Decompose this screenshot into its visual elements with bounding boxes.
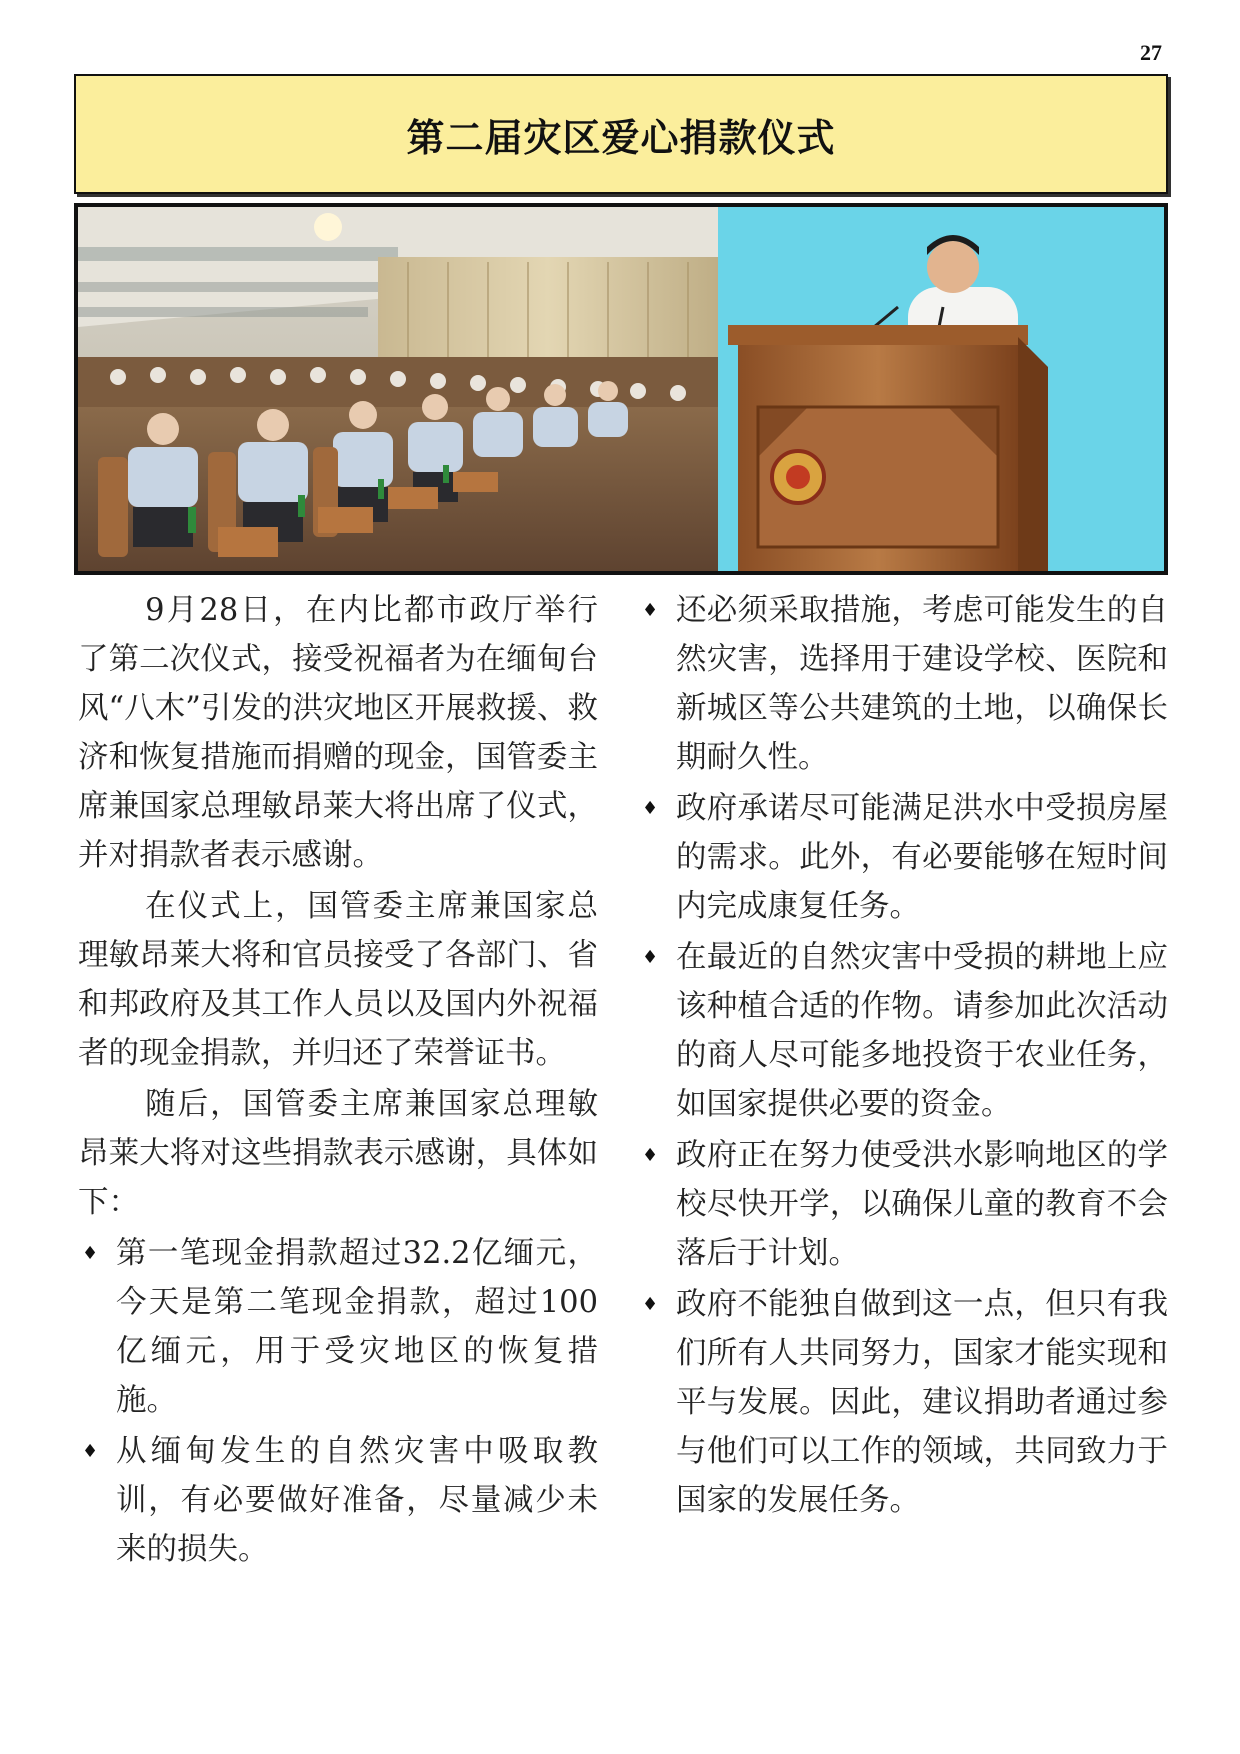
diamond-bullet-icon: ♦ [82, 1441, 99, 1462]
list-item [638, 933, 1168, 1129]
bullet-list [638, 586, 1168, 1525]
diamond-bullet-icon: ♦ [642, 1294, 659, 1315]
diamond-bullet-icon: ♦ [642, 1145, 659, 1166]
list-item-text: 政府不能独自做到这一点，但只有我们所有人共同努力，国家才能实现和平与发展。因此，建议捐助者通过参与他们可以工作的领域，共同致力于国家的发展任务。 [676, 1287, 1168, 1518]
diamond-bullet-icon: ♦ [642, 947, 659, 968]
list-item-text: 从缅甸发生的自然灾害中吸取教训，有必要做好准备，尽量减少未来的损失。 [116, 1434, 598, 1567]
diamond-bullet-icon: ♦ [82, 1243, 99, 1264]
list-item [638, 784, 1168, 931]
list-item-text: 还必须采取措施，考虑可能发生的自然灾害，选择用于建设学校、医院和新城区等公共建筑的土地，以确保长期耐久性。 [676, 593, 1168, 775]
list-item [78, 1427, 598, 1574]
diamond-bullet-icon: ♦ [642, 798, 659, 819]
bullet-list [78, 1229, 598, 1574]
page-number: 27 [1140, 40, 1162, 65]
paragraph: 随后，国管委主席兼国家总理敏昂莱大将对这些捐款表示感谢，具体如下： [78, 1087, 598, 1220]
list-item-text: 政府正在努力使受洪水影响地区的学校尽快开学，以确保儿童的教育不会落后于计划。 [676, 1138, 1168, 1271]
list-item-text: 第一笔现金捐款超过32.2亿缅元，今天是第二笔现金捐款，超过100亿缅元，用于受灾地区的恢复措施。 [116, 1236, 598, 1418]
list-item-text: 政府承诺尽可能满足洪水中受损房屋的需求。此外，有必要能够在短时间内完成康复任务。 [676, 791, 1168, 924]
list-item [638, 586, 1168, 782]
paragraph: 9月28日，在内比都市政厅举行了第二次仪式，接受祝福者为在缅甸台风“八木”引发的洪灾地区开展救援、救济和恢复措施而捐赠的现金，国管委主席兼国家总理敏昂莱大将出席了仪式，并对捐款者表示感谢。 [78, 593, 598, 873]
photo-strip [74, 203, 1168, 575]
left-column [78, 586, 598, 1576]
right-column [638, 586, 1168, 1527]
list-item-text: 在最近的自然灾害中受损的耕地上应该种植合适的作物。请参加此次活动的商人尽可能多地投资于农业任务，如国家提供必要的资金。 [676, 940, 1168, 1122]
diamond-bullet-icon: ♦ [642, 600, 659, 621]
speaker-at-podium-photo [718, 207, 1164, 571]
page-title: 第二届灾区爱心捐款仪式 [406, 115, 836, 160]
ceremony-audience-photo [78, 207, 718, 571]
title-banner [74, 74, 1168, 194]
list-item [638, 1280, 1168, 1525]
list-item [78, 1229, 598, 1425]
paragraph: 在仪式上，国管委主席兼国家总理敏昂莱大将和官员接受了各部门、省和邦政府及其工作人员以及国内外祝福者的现金捐款，并归还了荣誉证书。 [78, 889, 598, 1071]
list-item [638, 1131, 1168, 1278]
